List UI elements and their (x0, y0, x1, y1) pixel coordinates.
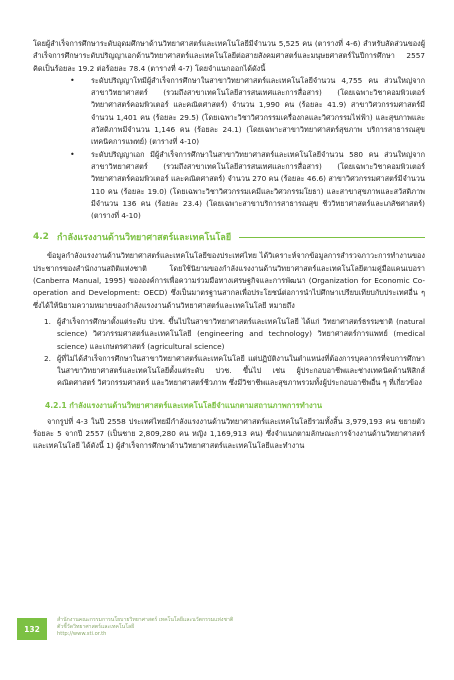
footer-line-agency: สำนักงานคณะกรรมการนโยบายวิทยาศาสตร์ เทคโนโลยีและนวัตกรรมแห่งชาติ (57, 617, 234, 623)
subsection-title: 4.2.1 กำลังแรงงานด้านวิทยาศาสตร์และเทคโนโลยีจำแนกตามสถานภาพการทำงาน (45, 400, 323, 410)
document-body (33, 38, 425, 453)
numbered-item (33, 353, 425, 390)
intro-paragraph: โดยผู้สำเร็จการศึกษาระดับอุดมศึกษาด้านวิทยาศาสตร์และเทคโนโลยีมีจำนวน 5,525 คน (ตารางที่ 4-6) สำหรับสัดส่วนของผู้สำเร็จการศึกษาระดับปริญญาเอกด้านวิทยาศาสตร์และเทคโนโลยีต่อสายสังคมศาสตร์และมนุษยศาสตร์ในปีการศึกษา 2557 คิดเป็นร้อยละ 19.2 ต่อร้อยละ 78.4 (ตารางที่ 4-7) โดยจำแนกออกได้ดังนี้ (33, 39, 425, 73)
item-number: 1. (44, 316, 51, 326)
bullet-list (33, 75, 425, 223)
item-number: 2. (44, 353, 51, 363)
last-paragraph: จากรูปที่ 4-3 ในปี 2558 ประเทศไทยมีกำลังแรงงานด้านวิทยาศาสตร์และเทคโนโลยีรวมทั้งสิ้น 3,979,193 คน ขยายตัวร้อยละ 5 จากปี 2557 (เป็นชาย 2,809,280 คน หญิง 1,169,913 คน) ซึ่งจำแนกตามลักษณะการจ้างงานด้านวิทยาศาสตร์และเทคโนโลยี ได้ดังนี้ 1) ผู้สำเร็จการศึกษาด้านวิทยาศาสตร์และเทคโนโลยีและทำงาน (33, 416, 425, 451)
bullet-item-doctoral (33, 149, 425, 223)
footer-line-title: ตัวชี้วัดวิทยาศาสตร์และเทคโนโลยี (57, 624, 135, 631)
numbered-item (33, 316, 425, 353)
section-title: กำลังแรงงานด้านวิทยาศาสตร์และเทคโนโลยี (56, 233, 232, 244)
bullet-item-masters (33, 75, 425, 149)
page-number-badge: 132 (17, 618, 47, 640)
footer-link[interactable]: http://www.sti.or.th (57, 631, 107, 638)
bullet-dot-icon: • (70, 75, 75, 85)
section-paragraph: ข้อมูลกำลังแรงงานด้านวิทยาศาสตร์และเทคโนโลยีของประเทศไทย ได้วิเคราะห์จากข้อมูลการสำรวจภาวะการทำงานของประชากรของสำนักงานสถิติแห่งชาติ โดยใช้นิยามของกำลังแรงงานด้านวิทยาศาสตร์และเทคโนโลยีตามคู่มือแคนเบอรา (Canberra Manual, 1995) ขององค์การเพื่อความร่วมมือทางเศรษฐกิจและการพัฒนา (Organization for Economic Co-operation and Development: OECD) ซึ่งเป็นมาตรฐานสากลเพื่อประโยชน์ต่อการนำไปศึกษาเปรียบเทียบกับประเทศอื่น ๆ ซึ่งได้ให้นิยามความหมายของกำลังแรงงานด้านวิทยาศาสตร์และเทคโนโลยี หมายถึง (33, 251, 425, 310)
bullet-text: ระดับปริญญาเอก มีผู้สำเร็จการศึกษาในสาขาวิทยาศาสตร์และเทคโนโลยีจำนวน 580 คน ส่วนใหญ่จากสาขาวิทยาศาสตร์ (รวมถึงสาขาเทคโนโลยีสารสนเทศและการสื่อสาร) (โดยเฉพาะวิชาคอมพิวเตอร์ วิทยาศาสตร์คอมพิวเตอร์ และคณิตศาสตร์) จำนวน 270 คน (ร้อยละ 46.6) สาขาวิศวกรรมศาสตร์มีจำนวน 110 คน (ร้อยละ 19.0) (โดยเฉพาะวิชาวิศวกรรมเคมีและวิศวกรรมโยธา) และสาขาสุขภาพและสวัสดิภาพมีจำนวน 136 คน (ร้อยละ 23.4) (โดยเฉพาะสาขาบริการสาธารณสุข ชีววิทยาศาสตร์และเภสัชศาสตร์) (ตารางที่ 4-10) (91, 149, 425, 221)
numbered-list (33, 316, 425, 390)
section-heading (33, 230, 425, 244)
item-text: ผู้สำเร็จการศึกษาตั้งแต่ระดับ ปวช. ขึ้นไปในสาขาวิทยาศาสตร์และเทคโนโลยี ได้แก่ วิทยาศาสตร์ธรรมชาติ (natural science) วิศวกรรมศาสตร์และเทคโนโลยี (engineering and technology) วิทยาศาสตร์การแพทย์ (medical science) และเกษตรศาสตร์ (agricultural science) (57, 316, 425, 351)
footer-text (57, 617, 233, 639)
bullet-text: ระดับปริญญาโทมีผู้สำเร็จการศึกษาในสาขาวิทยาศาสตร์และเทคโนโลยีจำนวน 4,755 คน ส่วนใหญ่จากสาขาวิทยาศาสตร์ (รวมถึงสาขาเทคโนโลยีสารสนเทศและการสื่อสาร) (โดยเฉพาะวิชาคอมพิวเตอร์ วิทยาศาสตร์คอมพิวเตอร์ และคณิตศาสตร์) จำนวน 1,990 คน (ร้อยละ 41.9) สาขาวิศวกรรมศาสตร์มีจำนวน 1,401 คน (ร้อยละ 29.5) (โดยเฉพาะวิชาวิศวกรรมเครื่องกลและวิศวกรรมไฟฟ้า) และสุขภาพและสวัสดิภาพมีจำนวน 1,146 คน (ร้อยละ 24.1) (โดยเฉพาะสาขาวิทยาศาสตร์สุขภาพ บริการสาธารณสุข เทคนิคการแพทย์) (ตารางที่ 4-10) (91, 75, 425, 147)
item-text: ผู้ที่ไม่ได้สำเร็จการศึกษาในสาขาวิทยาศาสตร์และเทคโนโลยี แต่ปฏิบัติงานในตำแหน่งที่ต้องการบุคลากรที่จบการศึกษาในสาขาวิทยาศาสตร์และเทคโนโลยีตั้งแต่ระดับ ปวช. ขึ้นไป เช่น ผู้ประกอบอาชีพและช่างเทคนิคด้านฟิสิกส์ คณิตศาสตร์ วิศวกรรมศาสตร์ และวิทยาศาสตร์ชีวภาพ ซึ่งมีวิชาชีพและสุขภาพรวมทั้งผู้ประกอบอาชีพอื่น ๆ ที่เกี่ยวข้อง (57, 353, 425, 388)
bullet-dot-icon: • (70, 149, 75, 159)
section-number: 4.2 (33, 232, 49, 243)
section-divider (239, 237, 425, 238)
